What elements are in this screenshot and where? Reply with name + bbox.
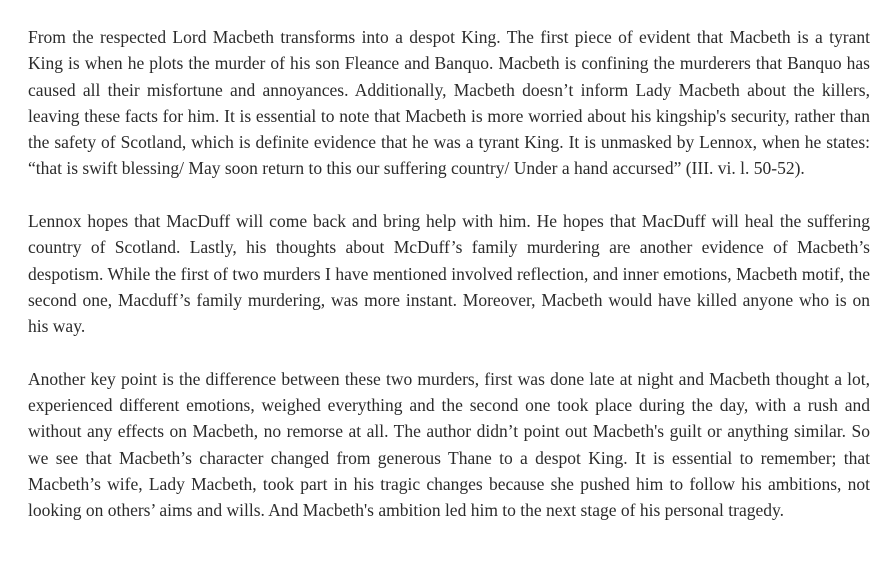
- paragraph-3: Another key point is the difference between these two murders, first was done late at night and Macbeth thought a lot, experienced different emotions, weighed everything and the second one took place during the day, with a rush and without any effects on Macbeth, no remorse at all. The author didn’t point out Macbeth's guilt or anything similar. So we see that Macbeth’s character changed from generous Thane to a despot King. It is essential to remember; that Macbeth’s wife, Lady Macbeth, took part in his tragic changes because she pushed him to follow his ambitions, not looking on others’ aims and wills. And Macbeth's ambition led him to the next stage of his personal tragedy.: [28, 368, 870, 521]
- paragraph-1: From the respected Lord Macbeth transforms into a despot King. The first piece of evident that Macbeth is a tyrant King is when he plots the murder of his son Fleance and Banquo. Macbeth is confining the murderers that Banquo has caused all their misfortune and annoyances. Additionally, Macbeth doesn’t inform Lady Macbeth about the killers, leaving these facts for him. It is essential to note that Macbeth is more worried about his kingship's security, rather than the safety of Scotland, which is definite evidence that he was a tyrant King. It is unmasked by Lennox, when he states: “that is swift blessing/ May soon return to this our suffering country/ Under a hand accursed” (III. vi. l. 50-52).: [28, 27, 870, 179]
- paragraph-2: Lennox hopes that MacDuff will come back and bring help with him. He hopes that MacDuff will heal the suffering country of Scotland. Lastly, his thoughts about McDuff’s family murdering are another evidence of Macbeth’s despotism. While the first of two murders I have mentioned involved reflection, and inner emotions, Macbeth motif, the second one, Macduff’s family murdering, was more instant. Moreover, Macbeth would have killed anyone who is on his way.: [28, 211, 870, 337]
